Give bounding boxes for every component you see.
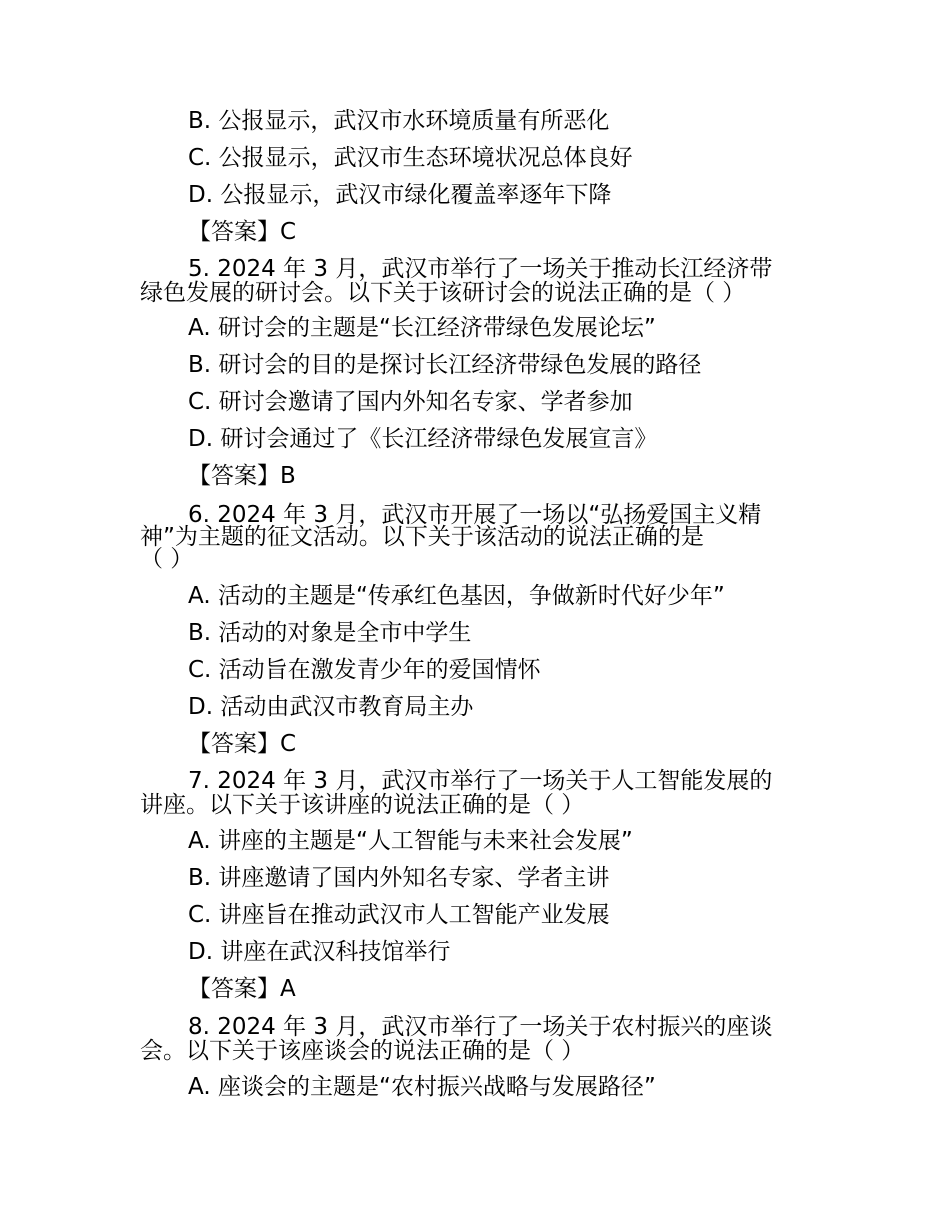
question-line: 7. 2024 年 3 月，武汉市举行了一场关于人工智能发展的 bbox=[188, 768, 773, 794]
option-line: C. 讲座旨在推动武汉市人工智能产业发展 bbox=[188, 902, 610, 928]
answer-line: 【答案】A bbox=[188, 976, 296, 1002]
option-line: C. 活动旨在激发青少年的爱国情怀 bbox=[188, 657, 541, 683]
option-line: D. 讲座在武汉科技馆举行 bbox=[188, 939, 451, 965]
question-line: 会。以下关于该座谈会的说法正确的是（ ） bbox=[140, 1038, 585, 1064]
option-line: A. 座谈会的主题是“农村振兴战略与发展路径” bbox=[188, 1074, 656, 1100]
question-line: 6. 2024 年 3 月，武汉市开展了一场以“弘扬爱国主义精 bbox=[188, 502, 762, 528]
question-line: 8. 2024 年 3 月，武汉市举行了一场关于农村振兴的座谈 bbox=[188, 1014, 773, 1040]
question-line: 5. 2024 年 3 月，武汉市举行了一场关于推动长江经济带 bbox=[188, 256, 773, 282]
answer-line: 【答案】C bbox=[188, 219, 297, 245]
question-line: 神”为主题的征文活动。以下关于该活动的说法正确的是 bbox=[140, 524, 704, 550]
option-line: D. 研讨会通过了《长江经济带绿色发展宣言》 bbox=[188, 426, 658, 452]
option-line: B. 研讨会的目的是探讨长江经济带绿色发展的路径 bbox=[188, 352, 702, 378]
option-line: A. 讲座的主题是“人工智能与未来社会发展” bbox=[188, 828, 633, 854]
option-line: B. 讲座邀请了国内外知名专家、学者主讲 bbox=[188, 865, 610, 891]
option-line: A. 研讨会的主题是“长江经济带绿色发展论坛” bbox=[188, 315, 656, 341]
answer-line: 【答案】C bbox=[188, 731, 297, 757]
option-line: D. 活动由武汉市教育局主办 bbox=[188, 694, 474, 720]
question-line: 讲座。以下关于该讲座的说法正确的是（ ） bbox=[140, 792, 585, 818]
option-line: D. 公报显示，武汉市绿化覆盖率逐年下降 bbox=[188, 182, 612, 208]
option-line: C. 研讨会邀请了国内外知名专家、学者参加 bbox=[188, 389, 633, 415]
question-line: 绿色发展的研讨会。以下关于该研讨会的说法正确的是（ ） bbox=[140, 280, 746, 306]
option-line: A. 活动的主题是“传承红色基因，争做新时代好少年” bbox=[188, 583, 725, 609]
answer-line: 【答案】B bbox=[188, 463, 296, 489]
option-line: B. 公报显示，武汉市水环境质量有所恶化 bbox=[188, 108, 610, 134]
option-line: C. 公报显示，武汉市生态环境状况总体良好 bbox=[188, 145, 633, 171]
option-line: B. 活动的对象是全市中学生 bbox=[188, 620, 472, 646]
question-line: （ ） bbox=[140, 546, 194, 572]
